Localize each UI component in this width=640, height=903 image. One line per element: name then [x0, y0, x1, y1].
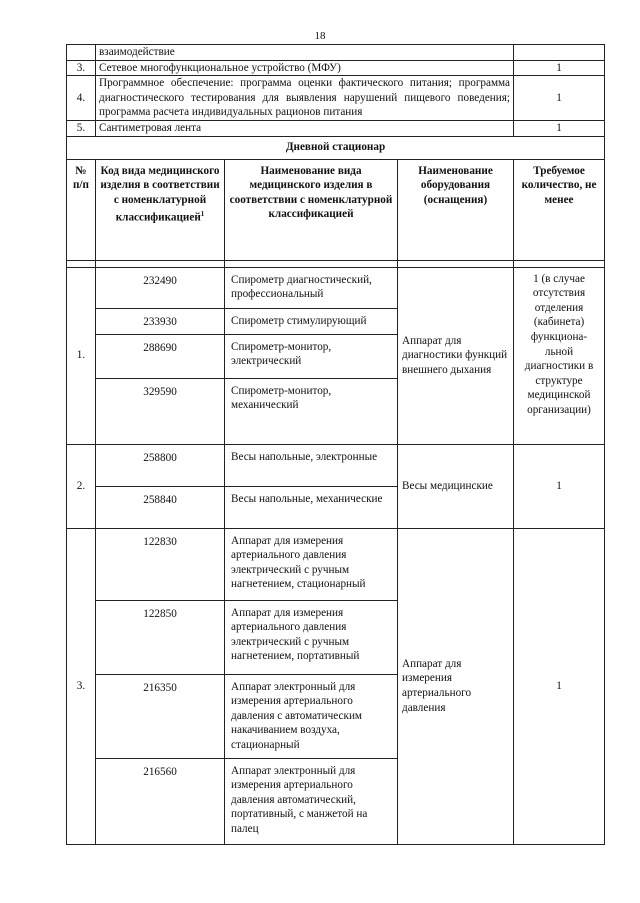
- equipment-table: [66, 44, 605, 845]
- row-text: взаимодействие: [96, 45, 514, 61]
- section-row: [67, 136, 605, 159]
- header-equipment: Наименование оборудования (оснащения): [398, 159, 514, 260]
- group-quantity: 1: [514, 528, 605, 844]
- spacer-row: [67, 260, 605, 267]
- group-equipment: Аппарат для диагностики функций внешнего дыхания: [398, 267, 514, 444]
- section-title: Дневной стационар: [67, 136, 605, 159]
- table-row: [67, 120, 605, 136]
- header-quantity: Требуемое количество, не менее: [514, 159, 605, 260]
- table-row: [67, 528, 605, 600]
- item-name: Спирометр стимулирующий: [225, 308, 398, 334]
- item-name: Спирометр-монитор, механический: [225, 378, 398, 444]
- equipment-table-wrapper: [66, 44, 604, 845]
- header-code-text: Код вида медицинского изделия в соответствии с номенклатурной классификацией: [100, 164, 220, 225]
- group-quantity: 1: [514, 444, 605, 528]
- item-name: Весы напольные, электронные: [225, 444, 398, 486]
- item-code: 122830: [96, 528, 225, 600]
- item-code: 258800: [96, 444, 225, 486]
- item-code: 258840: [96, 486, 225, 528]
- item-name: Аппарат для измерения артериального давления электрический с ручным нагнетением, портативный: [225, 600, 398, 674]
- group-quantity: 1 (в случае отсутствия отделения (кабинета) функциона-льной диагностики в структуре медицинской организации): [514, 267, 605, 444]
- item-name: Весы напольные, механические: [225, 486, 398, 528]
- header-number: № п/п: [67, 159, 96, 260]
- row-number: 5.: [67, 120, 96, 136]
- row-text: Сетевое многофункциональное устройство (МФУ): [96, 60, 514, 76]
- table-row: [67, 444, 605, 486]
- row-text: Сантиметровая лента: [96, 120, 514, 136]
- item-code: 216350: [96, 674, 225, 758]
- item-name: Аппарат для измерения артериального давления электрический с ручным нагнетением, стационарный: [225, 528, 398, 600]
- row-quantity: [514, 45, 605, 61]
- row-text: Программное обеспечение: программа оценки фактического питания; программа диагностического тестирования для выявления нарушений пищевого поведения; программа расчета индивидуальных рационов питания: [96, 76, 514, 121]
- table-row: [67, 45, 605, 61]
- header-code: [96, 159, 225, 260]
- item-name: Спирометр-монитор, электрический: [225, 334, 398, 378]
- table-row: [67, 76, 605, 121]
- item-code: 233930: [96, 308, 225, 334]
- group-number: 1.: [67, 267, 96, 444]
- item-name: Аппарат электронный для измерения артериального давления с автоматическим накачиванием воздуха, стационарный: [225, 674, 398, 758]
- item-code: 232490: [96, 267, 225, 308]
- item-code: 216560: [96, 758, 225, 844]
- item-code: 288690: [96, 334, 225, 378]
- footnote-mark: 1: [200, 210, 205, 219]
- item-name: Спирометр диагностический, профессиональный: [225, 267, 398, 308]
- item-code: 122850: [96, 600, 225, 674]
- group-number: 2.: [67, 444, 96, 528]
- group-number: 3.: [67, 528, 96, 844]
- table-row: [67, 60, 605, 76]
- page-number: 18: [314, 30, 326, 42]
- row-quantity: 1: [514, 60, 605, 76]
- row-number: 4.: [67, 76, 96, 121]
- row-quantity: 1: [514, 120, 605, 136]
- table-row: [67, 267, 605, 308]
- header-row: [67, 159, 605, 260]
- group-equipment: Аппарат для измерения артериального давления: [398, 528, 514, 844]
- row-number: 3.: [67, 60, 96, 76]
- group-equipment: Весы медицинские: [398, 444, 514, 528]
- item-name: Аппарат электронный для измерения артериального давления автоматический, портативный, с манжетой на палец: [225, 758, 398, 844]
- item-code: 329590: [96, 378, 225, 444]
- row-quantity: 1: [514, 76, 605, 121]
- header-kind: Наименование вида медицинского изделия в соответствии с номенклатурной классификацией: [225, 159, 398, 260]
- row-number: [67, 45, 96, 61]
